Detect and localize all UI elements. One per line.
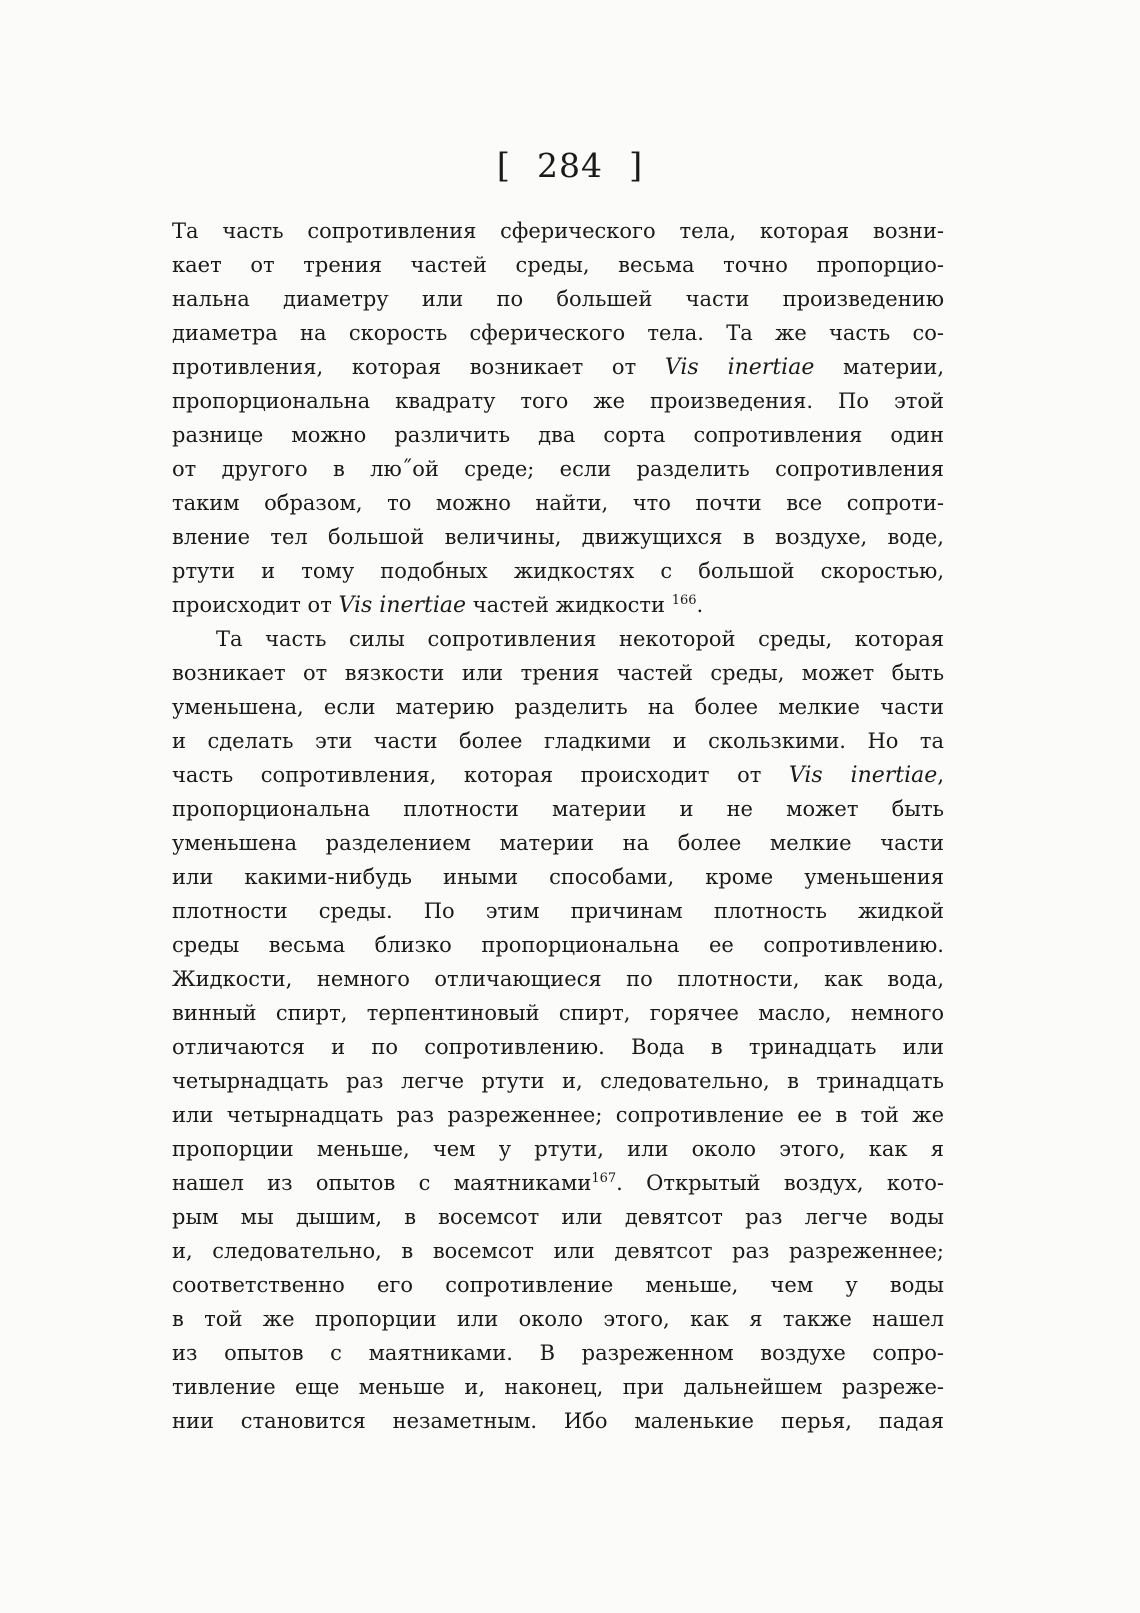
page-number: 284 (537, 146, 603, 185)
text-line: или какими-нибудь иными способами, кроме уменьшения (172, 865, 944, 889)
text-line: отличаются и по сопротивлению. Вода в тринадцать или (172, 1035, 944, 1059)
text-line: нии становится незаметным. Ибо маленькие перья, падая (172, 1409, 944, 1433)
text-line: происходит от Vis inertiae частей жидкости $^{166}$. (172, 593, 704, 618)
text-line: диаметра на скорость сферического тела. Та же часть со- (172, 321, 944, 345)
text-line: противления, которая возникает от Vis inertiae материи, (172, 355, 944, 380)
text-line: разнице можно различить два сорта сопротивления один (172, 423, 944, 447)
text-line: и, следовательно, в восемсот или девятсот раз разреженнее; (172, 1239, 944, 1263)
text-line: вление тел большой величины, движущихся в воздухе, воде, (172, 525, 944, 549)
text-line: пропорции меньше, чем у ртути, или около этого, как я (172, 1137, 944, 1161)
text-line: четырнадцать раз легче ртути и, следовательно, в тринадцать (172, 1069, 944, 1093)
text-line: от другого в лю˝ой среде; если разделить сопротивления (172, 457, 944, 481)
text-line: нальна диаметру или по большей части произведению (172, 287, 944, 311)
right-bracket: ] (629, 146, 644, 186)
text-line: тивление еще меньше и, наконец, при дальнейшем разреже- (172, 1375, 944, 1399)
text-line: соответственно его сопротивление меньше, чем у воды (172, 1273, 944, 1297)
text-line: Жидкости, немного отличающиеся по плотности, как вода, (172, 967, 944, 991)
text-line: и сделать эти части более гладкими и скользкими. Но та (172, 729, 944, 753)
text-line: винный спирт, терпентиновый спирт, горячее масло, немного (172, 1001, 944, 1025)
text-line: или четырнадцать раз разреженнее; сопротивление ее в той же (172, 1103, 944, 1127)
latin-term: Vis inertiae (788, 763, 938, 788)
text-line: пропорциональна плотности материи и не может быть (172, 797, 944, 821)
text-line: из опытов с маятниками. В разреженном воздухе сопро- (172, 1341, 944, 1365)
text-line: ртути и тому подобных жидкостях с большой скоростью, (172, 559, 944, 583)
left-bracket: [ (496, 146, 511, 186)
page-number-header (0, 146, 1140, 186)
text-line: Та часть сопротивления сферического тела, которая возни- (172, 219, 944, 243)
text-line: нашел из опытов с маятниками$^{167}$. Открытый воздух, кото- (172, 1171, 944, 1195)
text-line: уменьшена разделением материи на более мелкие части (172, 831, 944, 855)
latin-term: Vis inertiae (338, 593, 467, 618)
text-line: кает от трения частей среды, весьма точно пропорцио- (172, 253, 944, 277)
footnote-ref: 166 (671, 593, 697, 608)
text-line: часть сопротивления, которая происходит от Vis inertiae, (172, 763, 944, 788)
text-line: таким образом, то можно найти, что почти все сопроти- (172, 491, 944, 515)
body-text (172, 214, 944, 1438)
text-line: плотности среды. По этим причинам плотность жидкой (172, 899, 944, 923)
text-line: пропорциональна квадрату того же произведения. По этой (172, 389, 944, 413)
text-line: рым мы дышим, в восемсот или девятсот раз легче воды (172, 1205, 944, 1229)
text-line: среды весьма близко пропорциональна ее сопротивлению. (172, 933, 944, 957)
text-line: в той же пропорции или около этого, как я также нашел (172, 1307, 944, 1331)
text-line: уменьшена, если материю разделить на более мелкие части (172, 695, 944, 719)
latin-term: Vis inertiae (664, 355, 815, 380)
footnote-ref: 167 (591, 1171, 617, 1186)
text-line: Та часть силы сопротивления некоторой среды, которая (216, 627, 944, 651)
text-line: возникает от вязкости или трения частей среды, может быть (172, 661, 944, 685)
